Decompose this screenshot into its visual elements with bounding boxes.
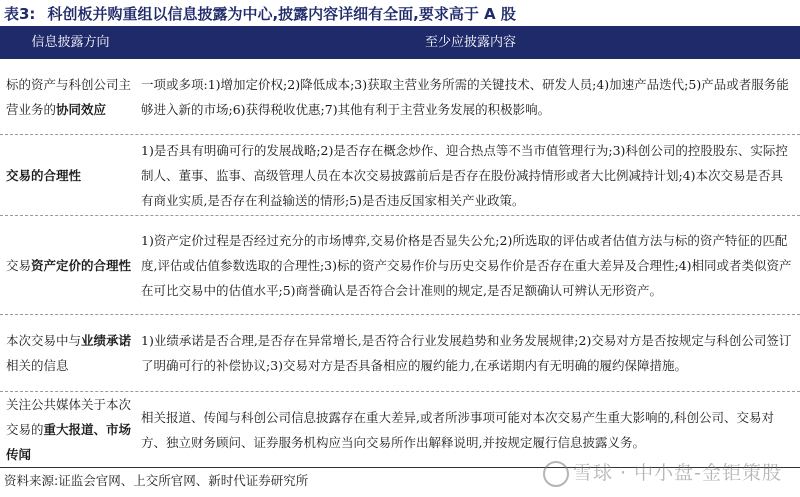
direction-text: 交易 [6, 257, 32, 273]
row-direction [6, 216, 136, 314]
row-direction [6, 59, 136, 134]
direction-bold: 重大报道、市场传闻 [6, 422, 132, 462]
row-content [141, 315, 793, 391]
table-header [0, 26, 800, 59]
watermark-text: 雪球 · 中小盘-金钜策股 [573, 462, 782, 484]
direction-bold: 业绩承诺 [81, 333, 132, 348]
row-direction [6, 315, 136, 391]
table-row [0, 135, 800, 216]
row-content [141, 59, 793, 134]
content-text: 1)资产定价过程是否经过充分的市场博弈,交易价格是否显失公允;2)所选取的评估或者估值方法与标的资产特征的匹配度,评估或估值参数选取的合理性;3)标的资产交易作价与历史交易作价是否存在重大差异及合理性;4)相同或者类似资产在可比交易中的估值水平;5)商誉确认是否符合会计准则的规定,是否足额确认可辨认无形资产。 [141, 232, 792, 298]
watermark [543, 458, 782, 487]
content-text: 相关报道、传闻与科创公司信息披露存在重大差异,或者所涉事项可能对本次交易产生重大影响的,科创公司、交易对方、独立财务顾问、证券服务机构应当向交易所作出解释说明,并按规定履行信息披露义务。 [141, 409, 774, 450]
row-content [141, 392, 793, 467]
table-row [0, 315, 800, 392]
direction-bold: 协同效应 [56, 101, 107, 117]
snowball-logo-icon [543, 461, 569, 487]
table-title-text: 科创板并购重组以信息披露为中心,披露内容详细有全面,要求高于 A 股 [47, 5, 516, 23]
table-row [0, 216, 800, 315]
direction-bold: 交易的合理性 [6, 167, 82, 183]
header-content: 至少应披露内容 [424, 35, 516, 50]
direction-text: 标的资产与科创公司主营业务的 [6, 76, 132, 117]
table-row [0, 59, 800, 135]
content-text: 1)业绩承诺是否合理,是否存在异常增长,是否符合行业发展趋势和业务发展规律;2)交易对方是否按规定与科创公司签订了明确可行的补偿协议;3)交易对方是否具备相应的履约能力,在承诺期内有无明确的履约保障措施。 [141, 333, 792, 373]
table-row [0, 392, 800, 468]
direction-bold: 资产定价的合理性 [31, 257, 132, 273]
table-number: 表3: [4, 5, 36, 23]
header-direction: 信息披露方向 [31, 35, 110, 50]
table-title [4, 3, 794, 25]
row-content [141, 216, 793, 314]
row-content [141, 135, 793, 215]
content-text: 1)是否具有明确可行的发展战略;2)是否存在概念炒作、迎合热点等不当市值管理行为;3)科创公司的控股股东、实际控制人、董事、监事、高级管理人员在本次交易披露前后是否存在股份减持情形或者大比例减持计划;4)本次交易是否具有商业实质,是否存在利益输送的情形;5)是否违反国家相关产业政策。 [141, 142, 788, 208]
direction-text: 关注公共媒体关于本次交易的 [6, 397, 132, 437]
direction-text: 本次交易中与 [6, 333, 82, 348]
content-text: 一项或多项:1)增加定价权;2)降低成本;3)获取主营业务所需的关键技术、研发人员;4)加速产品迭代;5)产品或者服务能够进入新的市场;6)获得税收优惠;7)其他有利于主营业务发展的积极影响。 [141, 76, 789, 117]
direction-text: 相关的信息 [6, 358, 69, 373]
row-direction [6, 392, 136, 467]
row-direction [6, 135, 136, 215]
source-note: 资料来源:证监会官网、上交所官网、新时代证券研究所 [4, 473, 309, 488]
